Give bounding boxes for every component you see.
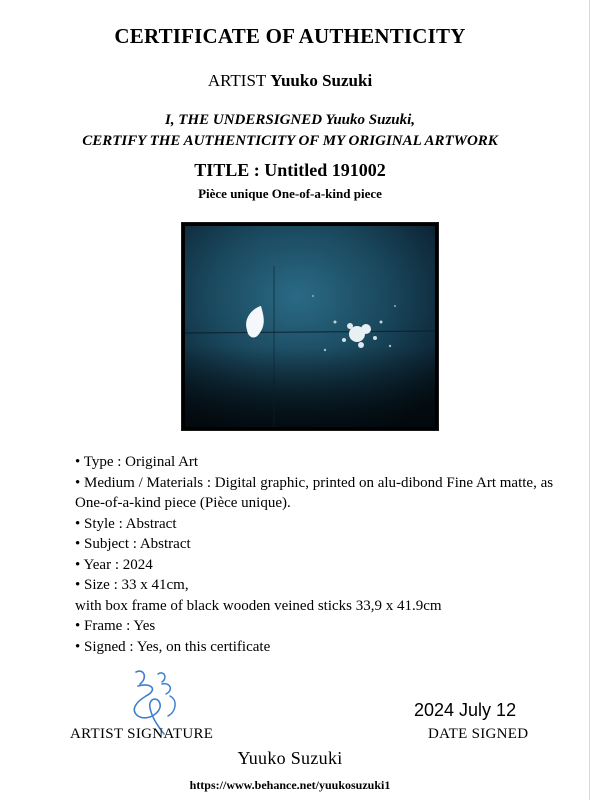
- date-signed-label: DATE SIGNED: [428, 726, 529, 742]
- detail-size: • Size : 33 x 41cm,: [75, 577, 189, 593]
- detail-type: • Type : Original Art: [75, 454, 199, 470]
- artist-name: Yuuko Suzuki: [270, 71, 373, 90]
- detail-subject: • Subject : Abstract: [75, 536, 191, 552]
- statement-line-2: CERTIFY THE AUTHENTICITY OF MY ORIGINAL ARTWORK: [82, 133, 498, 149]
- detail-medium: • Medium / Materials : Digital graphic, printed on alu-dibond Fine Art matte, as One-of-a-kind piece (Pièce unique).: [75, 474, 554, 511]
- detail-style: • Style : Abstract: [75, 515, 177, 532]
- artist-url: https://www.behance.net/yuukosuzuki1: [189, 778, 391, 792]
- artist-line: [0, 71, 580, 91]
- statement-line-1: I, THE UNDERSIGNED Yuuko Suzuki,: [164, 112, 416, 128]
- artwork-title: TITLE : Untitled 191002: [194, 160, 386, 180]
- artwork-details-list: [75, 452, 575, 657]
- date-signed-value: 2024 July 12: [414, 700, 517, 720]
- artist-name-footer: Yuuko Suzuki: [237, 748, 343, 768]
- artist-prefix: ARTIST: [207, 71, 266, 90]
- artwork-image: [181, 222, 439, 431]
- artist-signature-label: ARTIST SIGNATURE: [70, 726, 214, 742]
- certificate-title: CERTIFICATE OF AUTHENTICITY: [114, 24, 466, 48]
- detail-frame: • Frame : Yes: [75, 618, 156, 634]
- authenticity-statement: [0, 110, 580, 152]
- detail-signed: • Signed : Yes, on this certificate: [75, 638, 271, 655]
- artwork-abstract-graphic: [185, 226, 435, 427]
- page-edge-line: [589, 0, 590, 800]
- piece-type: Pièce unique One-of-a-kind piece: [198, 186, 382, 201]
- detail-frame-size: with box frame of black wooden veined sticks 33,9 x 41.9cm: [75, 597, 442, 614]
- detail-year: • Year : 2024: [75, 556, 153, 573]
